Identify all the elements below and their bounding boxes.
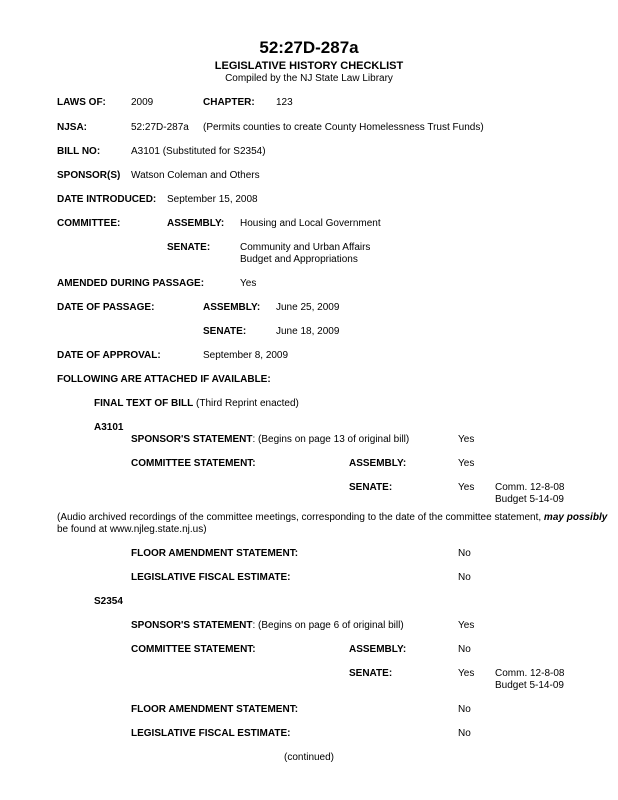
s2354-sponsor-statement — [131, 620, 404, 632]
s2354-senate-value: Yes — [458, 668, 475, 679]
s2354-fiscal-value: No — [458, 728, 471, 739]
a3101-fiscal-label: LEGISLATIVE FISCAL ESTIMATE: — [131, 572, 291, 583]
audio-note-emphasis: may possibly — [543, 512, 608, 523]
s2354-assembly-value: No — [458, 644, 471, 655]
passage-senate-value: June 18, 2009 — [276, 326, 340, 337]
audio-note-line-2: be found at www.njleg.state.nj.us) — [57, 524, 207, 535]
approval-label: DATE OF APPROVAL: — [57, 350, 161, 361]
sponsor-value: Watson Coleman and Others — [131, 170, 260, 181]
approval-value: September 8, 2009 — [203, 350, 289, 361]
amended-value: Yes — [240, 278, 257, 289]
s2354-floor-label: FLOOR AMENDMENT STATEMENT: — [131, 704, 299, 715]
s2354-committee-statement-label: COMMITTEE STATEMENT: — [131, 644, 256, 655]
a3101-assembly-label: ASSEMBLY: — [349, 458, 407, 469]
passage-assembly-value: June 25, 2009 — [276, 302, 340, 313]
compiled-by: Compiled by the NJ State Law Library — [225, 73, 393, 84]
chapter-label: CHAPTER: — [203, 97, 255, 108]
date-introduced-value: September 15, 2008 — [167, 194, 258, 205]
committee-label: COMMITTEE: — [57, 218, 121, 229]
continued-note: (continued) — [283, 752, 335, 763]
njsa-description: (Permits counties to create County Homelessness Trust Funds) — [203, 122, 484, 133]
date-introduced-label: DATE INTRODUCED: — [57, 194, 157, 205]
a3101-sponsor-statement-label: SPONSOR'S STATEMENT — [131, 434, 253, 445]
a3101-sponsor-statement — [131, 434, 409, 446]
committee-senate-label: SENATE: — [167, 242, 211, 253]
a3101-senate-label: SENATE: — [349, 482, 393, 493]
s2354-senate-label: SENATE: — [349, 668, 393, 679]
audio-note-line-1 — [57, 512, 607, 524]
passage-assembly-label: ASSEMBLY: — [203, 302, 261, 313]
a3101-senate-note-1: Comm. 12-8-08 — [495, 482, 565, 493]
a3101-sponsor-statement-note: : (Begins on page 13 of original bill) — [252, 434, 410, 445]
a3101-floor-value: No — [458, 548, 471, 559]
s2354-senate-note-2: Budget 5-14-09 — [495, 680, 564, 691]
chapter-value: 123 — [276, 97, 293, 108]
checklist-heading: LEGISLATIVE HISTORY CHECKLIST — [214, 60, 404, 72]
s2354-fiscal-label: LEGISLATIVE FISCAL ESTIMATE: — [131, 728, 291, 739]
a3101-fiscal-value: No — [458, 572, 471, 583]
committee-senate-value-1: Community and Urban Affairs — [240, 242, 371, 253]
amended-label: AMENDED DURING PASSAGE: — [57, 278, 205, 289]
committee-assembly-value: Housing and Local Government — [240, 218, 381, 229]
a3101-sponsor-statement-value: Yes — [458, 434, 475, 445]
final-text-label: FINAL TEXT OF BILL — [94, 398, 194, 409]
bill-no-label: BILL NO: — [57, 146, 101, 157]
a3101-floor-label: FLOOR AMENDMENT STATEMENT: — [131, 548, 299, 559]
njsa-label: NJSA: — [57, 122, 88, 133]
s2354-assembly-label: ASSEMBLY: — [349, 644, 407, 655]
njsa-value: 52:27D-287a — [131, 122, 189, 133]
a3101-committee-statement-label: COMMITTEE STATEMENT: — [131, 458, 256, 469]
passage-label: DATE OF PASSAGE: — [57, 302, 155, 313]
s2354-sponsor-statement-value: Yes — [458, 620, 475, 631]
a3101-senate-value: Yes — [458, 482, 475, 493]
s2354-sponsor-statement-label: SPONSOR'S STATEMENT — [131, 620, 253, 631]
a3101-bill-label: A3101 — [94, 422, 124, 433]
a3101-senate-note-2: Budget 5-14-09 — [495, 494, 564, 505]
bill-no-value: A3101 (Substituted for S2354) — [131, 146, 266, 157]
s2354-bill-label: S2354 — [94, 596, 123, 607]
a3101-assembly-value: Yes — [458, 458, 475, 469]
final-text-note: (Third Reprint enacted) — [196, 398, 299, 409]
attached-heading: FOLLOWING ARE ATTACHED IF AVAILABLE: — [57, 374, 271, 385]
s2354-senate-note-1: Comm. 12-8-08 — [495, 668, 565, 679]
s2354-floor-value: No — [458, 704, 471, 715]
committee-assembly-label: ASSEMBLY: — [167, 218, 225, 229]
laws-of-label: LAWS OF: — [57, 97, 106, 108]
laws-of-value: 2009 — [131, 97, 154, 108]
final-text-line — [94, 398, 299, 410]
committee-senate-value-2: Budget and Appropriations — [240, 254, 358, 265]
statute-title: 52:27D-287a — [259, 38, 359, 57]
s2354-sponsor-statement-note: : (Begins on page 6 of original bill) — [252, 620, 404, 631]
sponsor-label: SPONSOR(S) — [57, 170, 121, 181]
audio-note-text: (Audio archived recordings of the committee meetings, corresponding to the date of the committee statement, — [57, 512, 544, 523]
passage-senate-label: SENATE: — [203, 326, 247, 337]
